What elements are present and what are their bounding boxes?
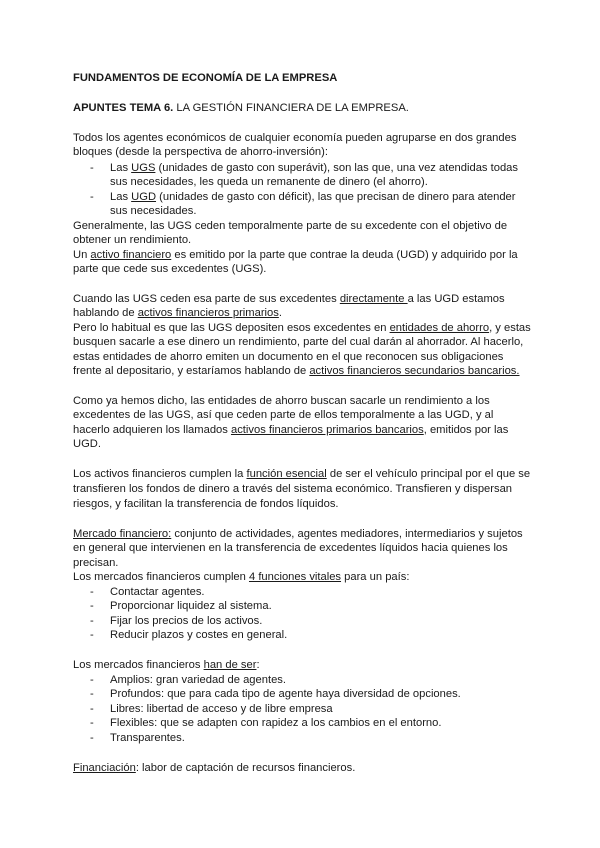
paragraph-line: Todos los agentes económicos de cualquier economía pueden agruparse en dos grandes [73, 132, 517, 144]
list-item: Proporcionar liquidez al sistema. [110, 600, 272, 612]
subtitle-text: LA GESTIÓN FINANCIERA DE LA EMPRESA. [173, 102, 409, 114]
paragraph-line: Los mercados financieros han de ser: [73, 659, 260, 671]
list-bullet: - [90, 162, 94, 174]
paragraph-line: Un activo financiero es emitido por la parte que contrae la deuda (UGD) y adquirido por la [73, 249, 518, 261]
list-item-line: sus necesidades, les queda un remanente de dinero (el ahorro). [110, 176, 428, 188]
list-item: Transparentes. [110, 732, 185, 744]
list-bullet: - [90, 586, 94, 598]
paragraph-line: riesgos, y facilitan la transferencia de fondos líquidos. [73, 498, 339, 510]
paragraph-line: frente al depositario, y estaríamos hablando de activos financieros secundarios bancarios. [73, 365, 520, 377]
term-activos-primarios: activos financieros primarios [137, 307, 279, 319]
term-funcion-esencial: función esencial [246, 468, 327, 480]
paragraph-line: bloques (desde la perspectiva de ahorro-inversión): [73, 146, 328, 158]
list-item: Contactar agentes. [110, 586, 205, 598]
paragraph-line: Pero lo habitual es que las UGS depositen esos excedentes en entidades de ahorro, y estas [73, 322, 531, 334]
paragraph-line: precisan. [73, 557, 119, 569]
list-bullet: - [90, 615, 94, 627]
paragraph-line: en general que intervienen en la transferencia de excedentes líquidos hacia quienes los [73, 542, 508, 554]
paragraph-line: Financiación: labor de captación de recursos financieros. [73, 762, 356, 774]
list-item: Profundos: que para cada tipo de agente haya diversidad de opciones. [110, 688, 461, 700]
paragraph-line: excedentes de las UGS, así que ceden parte de ellos temporalmente a las UGD, y al [73, 409, 494, 421]
paragraph-line: hablando de activos financieros primarios. [73, 307, 282, 319]
list-item-line: sus necesidades. [110, 205, 197, 217]
list-bullet: - [90, 732, 94, 744]
list-bullet: - [90, 717, 94, 729]
term-entidades-ahorro: entidades de ahorro [389, 322, 490, 334]
paragraph-line: busquen sacarle a ese dinero un rendimiento, parte del cual darán al ahorrador. Al hacerlo, [73, 336, 524, 348]
term-funciones-vitales: 4 funciones vitales [248, 571, 342, 583]
term-primarios-bancarios: activos financieros primarios bancarios [230, 424, 424, 436]
term-secundarios-bancarios: activos financieros secundarios bancarios. [309, 365, 520, 377]
paragraph-line: Los mercados financieros cumplen 4 funciones vitales para un país: [73, 571, 410, 583]
paragraph-line: Cuando las UGS ceden esa parte de sus excedentes directamente a las UGD estamos [73, 293, 505, 305]
list-bullet: - [90, 688, 94, 700]
term-han-de-ser: han de ser [203, 659, 257, 671]
list-item: Reducir plazos y costes en general. [110, 629, 288, 641]
list-bullet: - [90, 674, 94, 686]
document-subtitle [73, 101, 409, 115]
list-item-ugs: Las UGS (unidades de gasto con superávit), son las que, una vez atendidas todas [110, 162, 518, 174]
term-directamente: directamente [339, 293, 408, 305]
paragraph-line: transfieren los fondos de dinero a través del sistema económico. Transfieren y dispersan [73, 483, 513, 495]
list-bullet: - [90, 191, 94, 203]
list-item: Flexibles: que se adapten con rapidez a los cambios en el entorno. [110, 717, 442, 729]
list-item: Amplios: gran variedad de agentes. [110, 674, 287, 686]
paragraph-line: obtener un rendimiento. [73, 234, 192, 246]
term-ugd: UGD [131, 191, 157, 203]
term-activo-financiero: activo financiero [90, 249, 172, 261]
paragraph-line: estas entidades de ahorro emiten un documento en el que reconocen sus obligaciones [73, 351, 504, 363]
paragraph-line: Los activos financieros cumplen la función esencial de ser el vehículo principal por el que se [73, 468, 531, 480]
list-item-ugd: Las UGD (unidades de gasto con déficit), las que precisan de dinero para atender [110, 191, 516, 203]
paragraph-line: UGD. [73, 438, 101, 450]
list-item: Fijar los precios de los activos. [110, 615, 263, 627]
subtitle-label: APUNTES TEMA 6. [73, 102, 174, 114]
term-mercado-financiero: Mercado financiero: [73, 528, 172, 540]
paragraph-line: Mercado financiero: conjunto de actividades, agentes mediadores, intermediarios y sujetos [73, 528, 523, 540]
document-title: FUNDAMENTOS DE ECONOMÍA DE LA EMPRESA [73, 72, 338, 84]
term-financiacion: Financiación [73, 762, 136, 774]
paragraph-line: hacerlo adquieren los llamados activos financieros primarios bancarios, emitidos por las [73, 424, 509, 436]
paragraph-line: Generalmente, las UGS ceden temporalmente parte de su excedente con el objetivo de [73, 220, 508, 232]
paragraph-line: parte que cede sus excedentes (UGS). [73, 263, 267, 275]
paragraph-line: Como ya hemos dicho, las entidades de ahorro buscan sacarle un rendimiento a los [73, 395, 490, 407]
list-bullet: - [90, 703, 94, 715]
list-bullet: - [90, 600, 94, 612]
list-item: Libres: libertad de acceso y de libre empresa [110, 703, 333, 715]
term-ugs: UGS [131, 162, 156, 174]
list-bullet: - [90, 629, 94, 641]
